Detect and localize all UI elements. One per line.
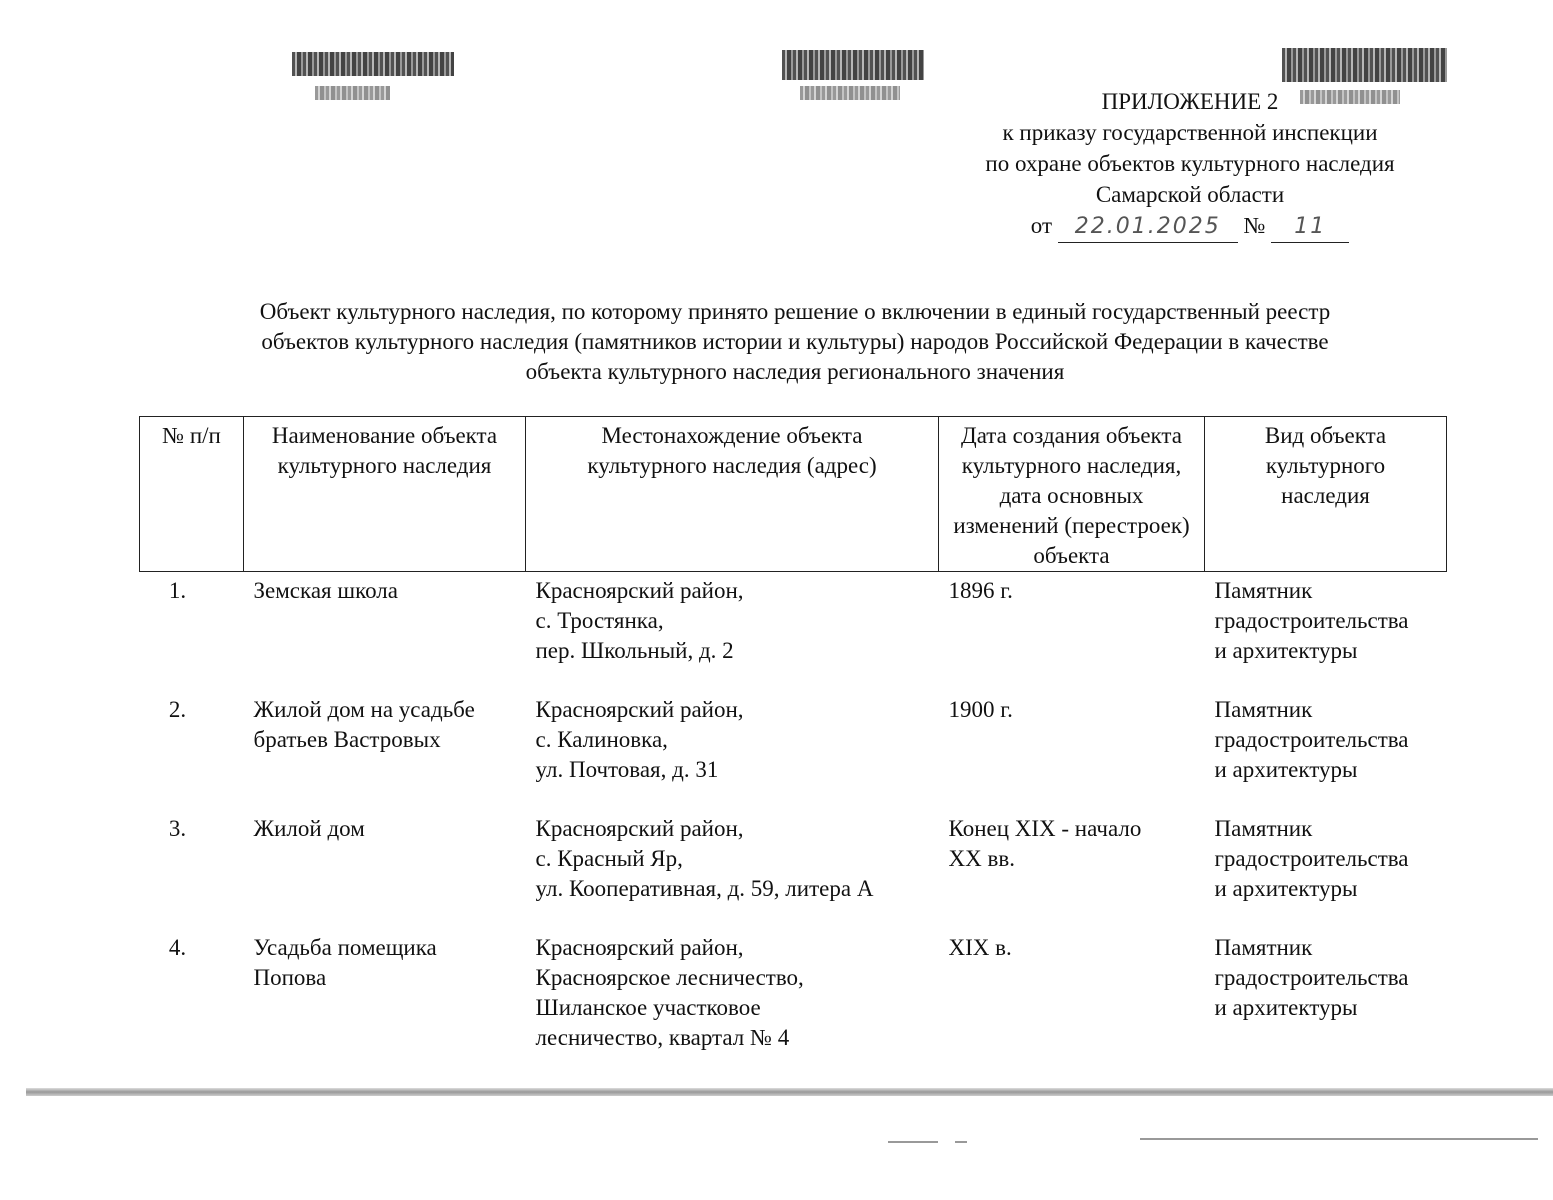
number-value: 11 — [1271, 211, 1349, 243]
scan-footer-line — [955, 1141, 967, 1143]
name-line: Жилой дом на усадьбе — [253, 697, 475, 722]
redacted-mark-left — [292, 52, 454, 76]
type-line: и архитектуры — [1214, 876, 1358, 901]
address-line: Шиланское участковое — [535, 995, 761, 1020]
date-line: Конец XIX - начало — [948, 816, 1142, 841]
object-date — [939, 929, 1205, 1053]
object-name — [244, 929, 526, 1053]
header-number: № п/п — [140, 417, 244, 572]
date-line: XIX в. — [948, 935, 1012, 960]
object-name — [244, 572, 526, 692]
name-line: Жилой дом — [253, 816, 365, 841]
address-line: пер. Школьный, д. 2 — [535, 638, 734, 663]
scan-footer-line — [1140, 1138, 1538, 1140]
object-address — [526, 810, 939, 929]
object-date — [939, 572, 1205, 692]
row-number: 1. — [168, 578, 187, 603]
table-header-row — [140, 417, 1447, 572]
address-line: Красноярский район, — [535, 578, 744, 603]
address-line: Красноярский район, — [535, 697, 744, 722]
address-line: Красноярский район, — [535, 935, 744, 960]
row-number: 2. — [168, 697, 187, 722]
object-type — [1205, 929, 1447, 1053]
name-line: Земская школа — [253, 578, 398, 603]
document-title-line-1: Объект культурного наследия, по которому принято решение о включении в единый государственный реестр — [259, 299, 1331, 324]
object-name — [244, 691, 526, 810]
table-row — [140, 929, 1447, 1053]
type-line: градостроительства — [1214, 608, 1409, 633]
date-value: 22.01.2025 — [1058, 211, 1238, 243]
appendix-line-1: к приказу государственной инспекции — [1002, 120, 1378, 145]
name-line: Усадьба помещика — [253, 935, 437, 960]
object-type — [1205, 810, 1447, 929]
header-address: Местонахождение объекта культурного наследия (адрес) — [526, 417, 939, 572]
document-title — [130, 297, 1460, 387]
table-row — [140, 572, 1447, 692]
header-date: Дата создания объекта культурного наследия, дата основных изменений (перестроек) объекта — [939, 417, 1205, 572]
type-line: Памятник — [1214, 816, 1313, 841]
appendix-line-3: Самарской области — [1095, 182, 1285, 207]
object-address — [526, 691, 939, 810]
heritage-register-table — [139, 416, 1447, 1053]
address-line: лесничество, квартал № 4 — [535, 1025, 790, 1050]
appendix-line-2: по охране объектов культурного наследия — [985, 151, 1395, 176]
header-type: Вид объекта культурного наследия — [1205, 417, 1447, 572]
object-address — [526, 929, 939, 1053]
appendix-date-line — [920, 210, 1460, 243]
number-prefix: № — [1243, 213, 1266, 238]
date-line: 1900 г. — [948, 697, 1013, 722]
address-line: Красноярский район, — [535, 816, 744, 841]
address-line: ул. Почтовая, д. 31 — [535, 757, 719, 782]
redacted-mark-center-sub — [800, 86, 900, 100]
address-line: с. Калиновка, — [535, 727, 668, 752]
type-line: Памятник — [1214, 935, 1313, 960]
type-line: градостроительства — [1214, 965, 1409, 990]
object-address — [526, 572, 939, 692]
appendix-header — [920, 86, 1460, 243]
document-title-line-3: объекта культурного наследия регионального значения — [525, 359, 1065, 384]
row-number: 4. — [168, 935, 187, 960]
address-line: Красноярское лесничество, — [535, 965, 804, 990]
header-name: Наименование объекта культурного наследия — [244, 417, 526, 572]
document-title-line-2: объектов культурного наследия (памятников истории и культуры) народов Российской Федерации в качестве — [261, 329, 1329, 354]
date-prefix: от — [1030, 213, 1053, 238]
table-row — [140, 691, 1447, 810]
object-date — [939, 691, 1205, 810]
type-line: Памятник — [1214, 578, 1313, 603]
address-line: ул. Кооперативная, д. 59, литера А — [535, 876, 874, 901]
type-line: и архитектуры — [1214, 995, 1358, 1020]
table-row — [140, 810, 1447, 929]
appendix-title: ПРИЛОЖЕНИЕ 2 — [1101, 89, 1279, 114]
scan-footer-line — [888, 1141, 938, 1143]
date-line: 1896 г. — [948, 578, 1013, 603]
type-line: и архитектуры — [1214, 638, 1358, 663]
redacted-mark-right — [1282, 48, 1447, 82]
date-line: XX вв. — [948, 846, 1015, 871]
redacted-mark-left-sub — [315, 86, 390, 100]
scan-edge-rule — [26, 1088, 1553, 1096]
redacted-mark-center — [782, 50, 924, 80]
address-line: с. Тростянка, — [535, 608, 664, 633]
name-line: братьев Вастровых — [253, 727, 441, 752]
row-number: 3. — [168, 816, 187, 841]
type-line: градостроительства — [1214, 727, 1409, 752]
object-date — [939, 810, 1205, 929]
type-line: Памятник — [1214, 697, 1313, 722]
type-line: градостроительства — [1214, 846, 1409, 871]
address-line: с. Красный Яр, — [535, 846, 683, 871]
object-type — [1205, 691, 1447, 810]
type-line: и архитектуры — [1214, 757, 1358, 782]
object-name — [244, 810, 526, 929]
name-line: Попова — [253, 965, 327, 990]
object-type — [1205, 572, 1447, 692]
